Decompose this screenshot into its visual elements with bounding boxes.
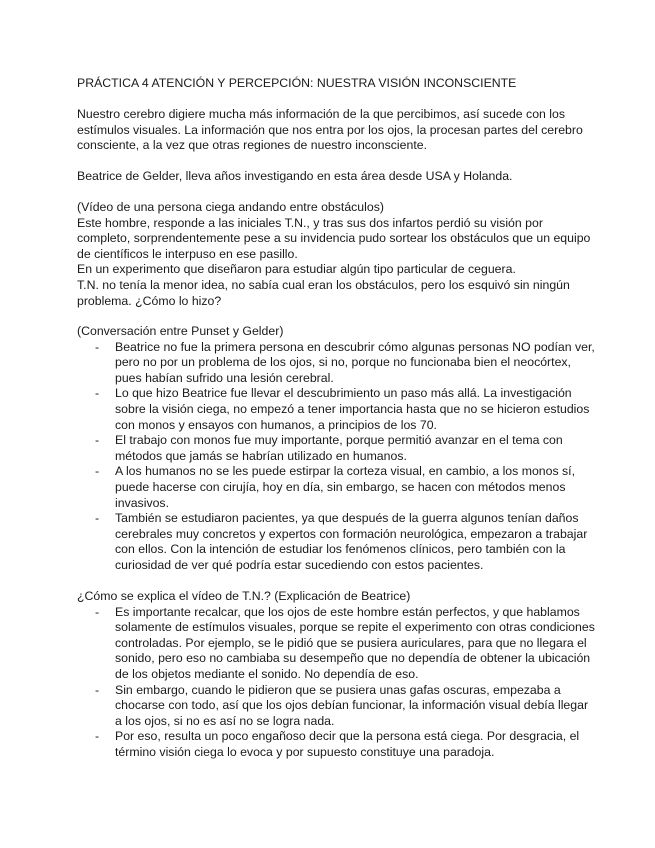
list-item: - Beatrice no fue la primera persona en descubrir cómo algunas personas NO podían ver, pero no por un problema de los ojos, si no, porque no funcionaba bien el neocórtex, pues habían sufrido una lesión cerebral. bbox=[77, 340, 597, 387]
video-heading: (Vídeo de una persona ciega andando entre obstáculos) bbox=[77, 200, 384, 214]
video-paragraph-2: En un experimento que diseñaron para estudiar algún tipo particular de ceguera. bbox=[77, 262, 516, 277]
list-item: - Es importante recalcar, que los ojos de este hombre están perfectos, y que hablamos solamente de estímulos visuales, porque se repite el experimento con otras condiciones controladas. Por ejemplo, se le pidió que se pusiera auriculares, para que no llegara el sonido, pero eso no cambiaba su desempeño que no dependía de obtener la ubicación de los objetos mediante el sonido. No dependía de eso. bbox=[77, 605, 597, 683]
explanation-list bbox=[77, 605, 597, 761]
beatrice-paragraph: Beatrice de Gelder, lleva años investigando en esta área desde USA y Holanda. bbox=[77, 169, 513, 183]
document-title: PRÁCTICA 4 ATENCIÓN Y PERCEPCIÓN: NUESTRA VISIÓN INCONSCIENTE bbox=[77, 76, 517, 90]
list-item: - Lo que hizo Beatrice fue llevar el descubrimiento un paso más allá. La investigación sobre la visión ciega, no empezó a tener importancia hasta que no se hicieron estudios con monos y ensayos con humanos, a principios de los 70. bbox=[77, 386, 597, 433]
explanation-section bbox=[77, 589, 597, 761]
list-item: - Sin embargo, cuando le pidieron que se pusiera unas gafas oscuras, empezaba a chocarse con todo, así que los ojos debían funcionar, la información visual debía llegar a los ojos, si no es así no se logra nada. bbox=[77, 683, 597, 730]
conversation-list bbox=[77, 340, 597, 574]
video-paragraph-1: Este hombre, responde a las iniciales T.N., y tras sus dos infartos perdió su visión por completo, sorprendentemente pese a su invidencia pudo sortear los obstáculos que un equipo de científicos le interpuso en ese pasillo. bbox=[77, 215, 591, 261]
conversation-heading: (Conversación entre Punset y Gelder) bbox=[77, 324, 284, 338]
explanation-heading: ¿Cómo se explica el vídeo de T.N.? (Explicación de Beatrice) bbox=[77, 589, 411, 603]
list-item: - También se estudiaron pacientes, ya que después de la guerra algunos tenían daños cerebrales muy concretos y expertos con formación neurológica, empezaron a trabajar con ellos. Con la intención de estudiar los fenómenos clínicos, pero también con la curiosidad de ver qué podría estar sucediendo con estos pacientes. bbox=[77, 511, 597, 573]
conversation-section bbox=[77, 324, 597, 574]
video-paragraph-3: T.N. no tenía la menor idea, no sabía cual eran los obstáculos, pero los esquivó sin ningún problema. ¿Cómo lo hizo? bbox=[77, 277, 570, 308]
list-item: - A los humanos no se les puede estirpar la corteza visual, en cambio, a los monos sí, puede hacerse con cirujía, hoy en día, sin embargo, se hacen con métodos menos invasivos. bbox=[77, 464, 597, 511]
intro-paragraph: Nuestro cerebro digiere mucha más información de la que percibimos, así sucede con los estímulos visuales. La información que nos entra por los ojos, la procesan partes del cerebro consciente, a la vez que otras regiones de nuestro inconsciente. bbox=[77, 107, 583, 153]
list-item: - El trabajo con monos fue muy importante, porque permitió avanzar en el tema con métodos que jamás se habrían utilizado en humanos. bbox=[77, 433, 597, 464]
video-section bbox=[77, 200, 597, 309]
list-item: - Por eso, resulta un poco engañoso decir que la persona está ciega. Por desgracia, el término visión ciega lo evoca y por supuesto constituye una paradoja. bbox=[77, 729, 597, 760]
